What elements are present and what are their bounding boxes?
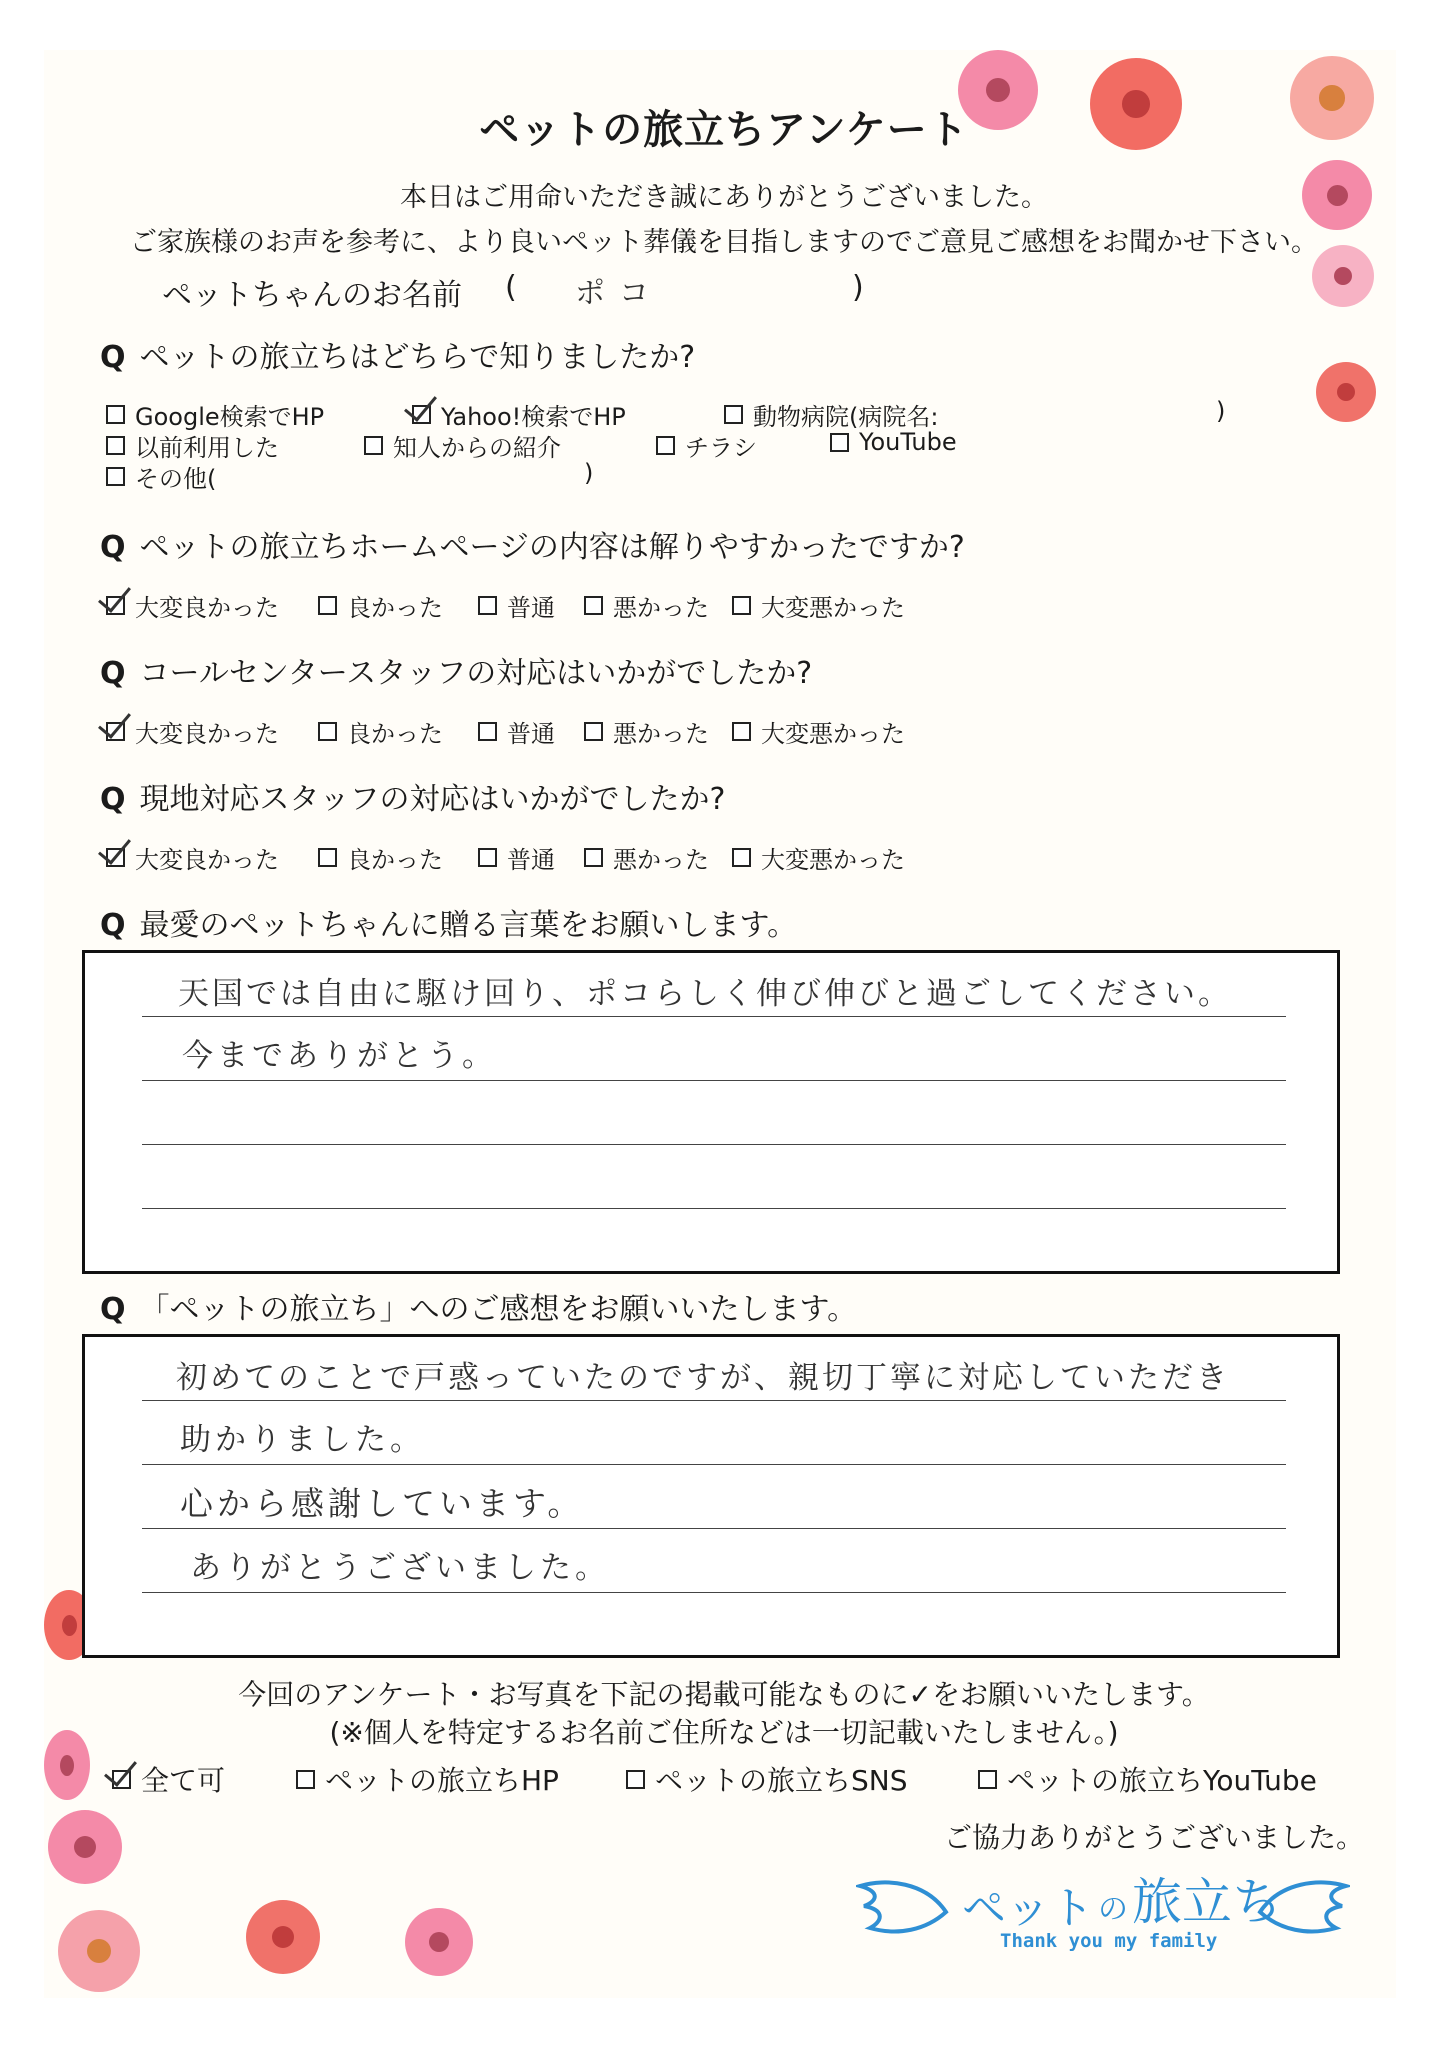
q1-option-youtube[interactable] bbox=[830, 428, 957, 456]
checkbox[interactable] bbox=[978, 1770, 997, 1789]
q4-option-5[interactable] bbox=[732, 840, 905, 875]
q3-option-label: 普通 bbox=[507, 720, 555, 748]
q3-option-4[interactable] bbox=[584, 714, 709, 749]
consent-option-label: ペットの旅立ちSNS bbox=[655, 1764, 908, 1797]
q2-option-label: 普通 bbox=[507, 594, 555, 622]
consent-line-1: 今回のアンケート・お写真を下記の掲載可能なものに✓をお願いいたします。 bbox=[238, 1678, 1210, 1711]
ruled-line bbox=[142, 1464, 1286, 1465]
flower-icon bbox=[58, 1910, 140, 1992]
q3-option-2[interactable] bbox=[318, 714, 443, 749]
checkbox[interactable] bbox=[296, 1770, 315, 1789]
question-mark: Q bbox=[100, 782, 126, 817]
checkbox[interactable] bbox=[732, 848, 751, 867]
q2-option-label: 大変良かった bbox=[135, 594, 279, 622]
checkbox[interactable] bbox=[626, 1770, 645, 1789]
q1-option-label: その他( bbox=[135, 465, 217, 493]
q3-option-label: 悪かった bbox=[613, 720, 709, 748]
ruled-line bbox=[142, 1528, 1286, 1529]
q1-option-label: 動物病院(病院名: bbox=[753, 403, 939, 431]
checkbox[interactable] bbox=[364, 436, 383, 455]
flower-icon bbox=[246, 1900, 320, 1974]
q3-option-label: 大変悪かった bbox=[761, 720, 905, 748]
question-6-text: 「ペットの旅立ち」へのご感想をお願いいたします。 bbox=[139, 1292, 858, 1327]
consent-line-2: (※個人を特定するお名前ご住所などは一切記載いたしません。) bbox=[329, 1716, 1119, 1749]
q1-option-google[interactable] bbox=[106, 397, 324, 432]
checkbox[interactable] bbox=[106, 436, 125, 455]
checkbox[interactable] bbox=[478, 848, 497, 867]
checkbox-checked[interactable] bbox=[412, 405, 431, 424]
checkbox[interactable] bbox=[656, 436, 675, 455]
ruled-line bbox=[142, 1144, 1286, 1145]
checkbox-checked[interactable] bbox=[106, 722, 125, 741]
pet-name-label: ペットちゃんのお名前 bbox=[162, 278, 462, 313]
q6-answer-line-3: 心から感謝しています。 bbox=[180, 1484, 585, 1523]
q4-option-label: 悪かった bbox=[613, 846, 709, 874]
q4-option-label: 良かった bbox=[347, 846, 443, 874]
question-4-text: 現地対応スタッフの対応はいかがでしたか? bbox=[139, 782, 726, 817]
question-6 bbox=[100, 1284, 857, 1328]
question-3 bbox=[100, 648, 812, 692]
intro-line-1: 本日はご用命いただき誠にありがとうございました。 bbox=[400, 182, 1048, 213]
question-4 bbox=[100, 774, 725, 818]
consent-option-label: ペットの旅立ちHP bbox=[325, 1764, 559, 1797]
question-3-text: コールセンタースタッフの対応はいかがでしたか? bbox=[139, 656, 813, 691]
checkbox[interactable] bbox=[318, 848, 337, 867]
left-wing-icon bbox=[856, 1872, 952, 1942]
q3-option-label: 良かった bbox=[347, 720, 443, 748]
q1-vet-close-paren: ) bbox=[1216, 397, 1226, 425]
q2-option-1[interactable] bbox=[106, 588, 279, 623]
q5-answer-line-2: 今までありがとう。 bbox=[182, 1038, 497, 1074]
q4-option-3[interactable] bbox=[478, 840, 555, 875]
checkbox[interactable] bbox=[478, 596, 497, 615]
question-2 bbox=[100, 522, 965, 566]
q2-option-2[interactable] bbox=[318, 588, 443, 623]
consent-option-hp[interactable] bbox=[296, 1759, 559, 1799]
q4-option-label: 大変良かった bbox=[135, 846, 279, 874]
q4-option-1[interactable] bbox=[106, 840, 279, 875]
q6-answer-line-1: 初めてのことで戸惑っていたのですが、親切丁寧に対応していただき bbox=[176, 1360, 1230, 1396]
logo-text-tabidachi: 旅立ち bbox=[1132, 1873, 1282, 1931]
checkbox[interactable] bbox=[584, 596, 603, 615]
q2-option-5[interactable] bbox=[732, 588, 905, 623]
q1-other-close-paren: ) bbox=[584, 459, 594, 487]
q4-option-2[interactable] bbox=[318, 840, 443, 875]
question-5 bbox=[100, 900, 797, 944]
q1-option-label: 知人からの紹介 bbox=[393, 434, 561, 462]
logo-tagline: Thank you my family bbox=[1000, 1930, 1218, 1952]
q6-answer-line-2: 助かりました。 bbox=[180, 1422, 425, 1458]
checkbox[interactable] bbox=[724, 405, 743, 424]
q2-option-4[interactable] bbox=[584, 588, 709, 623]
q4-option-4[interactable] bbox=[584, 840, 709, 875]
checkbox-checked[interactable] bbox=[106, 848, 125, 867]
ruled-line bbox=[142, 1592, 1286, 1593]
q1-option-previous[interactable] bbox=[106, 428, 279, 463]
q1-option-flyer[interactable] bbox=[656, 428, 757, 463]
q2-option-label: 良かった bbox=[347, 594, 443, 622]
checkbox[interactable] bbox=[584, 722, 603, 741]
consent-option-sns[interactable] bbox=[626, 1759, 908, 1799]
q1-option-label: 以前利用した bbox=[135, 434, 279, 462]
thanks-text: ご協力ありがとうございました。 bbox=[944, 1821, 1365, 1854]
q1-option-label: Google検索でHP bbox=[135, 403, 325, 431]
ruled-line bbox=[142, 1080, 1286, 1081]
checkbox[interactable] bbox=[478, 722, 497, 741]
flower-icon bbox=[1316, 362, 1376, 422]
page-title: ペットの旅立ちアンケート bbox=[479, 107, 969, 153]
logo-text-pet: ペット bbox=[962, 1883, 1094, 1934]
checkbox[interactable] bbox=[106, 467, 125, 486]
q4-option-label: 大変悪かった bbox=[761, 846, 905, 874]
flower-icon bbox=[405, 1908, 473, 1976]
consent-option-label: ペットの旅立ちYouTube bbox=[1007, 1764, 1317, 1797]
checkbox[interactable] bbox=[318, 722, 337, 741]
question-mark: Q bbox=[100, 530, 126, 565]
consent-option-youtube[interactable] bbox=[978, 1759, 1317, 1799]
question-1 bbox=[100, 332, 695, 376]
checkbox[interactable] bbox=[732, 722, 751, 741]
ruled-line bbox=[142, 1016, 1286, 1017]
checkbox[interactable] bbox=[106, 405, 125, 424]
q1-option-yahoo[interactable] bbox=[412, 397, 626, 432]
checkbox[interactable] bbox=[830, 433, 849, 452]
question-mark: Q bbox=[100, 340, 126, 375]
q1-option-referral[interactable] bbox=[364, 428, 561, 463]
q3-option-3[interactable] bbox=[478, 714, 555, 749]
q2-option-label: 大変悪かった bbox=[761, 594, 905, 622]
pet-name-close-paren: ) bbox=[852, 270, 864, 305]
ruled-line bbox=[142, 1208, 1286, 1209]
q3-option-1[interactable] bbox=[106, 714, 279, 749]
q1-option-vet[interactable] bbox=[724, 397, 938, 432]
consent-option-all[interactable] bbox=[112, 1759, 225, 1799]
q1-option-other[interactable] bbox=[106, 459, 216, 494]
q1-option-label: Yahoo!検索でHP bbox=[441, 403, 626, 431]
question-2-text: ペットの旅立ちホームページの内容は解りやすかったですか? bbox=[139, 530, 965, 565]
checkbox-checked[interactable] bbox=[106, 596, 125, 615]
question-mark: Q bbox=[100, 908, 126, 943]
pet-name-value[interactable]: ポコ bbox=[575, 276, 663, 311]
q2-option-label: 悪かった bbox=[613, 594, 709, 622]
question-mark: Q bbox=[100, 656, 126, 691]
question-mark: Q bbox=[100, 1292, 126, 1327]
intro-line-2: ご家族様のお声を参考に、より良いペット葬儀を目指しますのでご意見ご感想をお聞かせ下さい。 bbox=[130, 227, 1318, 258]
checkbox-checked[interactable] bbox=[112, 1770, 131, 1789]
question-1-text: ペットの旅立ちはどちらで知りましたか? bbox=[139, 340, 696, 375]
q1-option-label: チラシ bbox=[685, 434, 757, 462]
consent-option-label: 全て可 bbox=[141, 1764, 226, 1797]
checkbox[interactable] bbox=[732, 596, 751, 615]
checkbox[interactable] bbox=[318, 596, 337, 615]
question-5-text: 最愛のペットちゃんに贈る言葉をお願いします。 bbox=[139, 908, 798, 943]
q5-answer-line-1: 天国では自由に駆け回り、ポコらしく伸び伸びと過ごしてください。 bbox=[178, 976, 1232, 1012]
q3-option-label: 大変良かった bbox=[135, 720, 279, 748]
q1-option-label: YouTube bbox=[859, 428, 957, 456]
q4-option-label: 普通 bbox=[507, 846, 555, 874]
flower-icon bbox=[48, 1810, 122, 1884]
q6-answer-line-4: ありがとうございました。 bbox=[190, 1550, 610, 1586]
checkbox[interactable] bbox=[584, 848, 603, 867]
pet-name-open-paren: ( bbox=[505, 270, 517, 305]
q3-option-5[interactable] bbox=[732, 714, 905, 749]
logo-text-no: の bbox=[1098, 1892, 1128, 1927]
q2-option-3[interactable] bbox=[478, 588, 555, 623]
ruled-line bbox=[142, 1400, 1286, 1401]
